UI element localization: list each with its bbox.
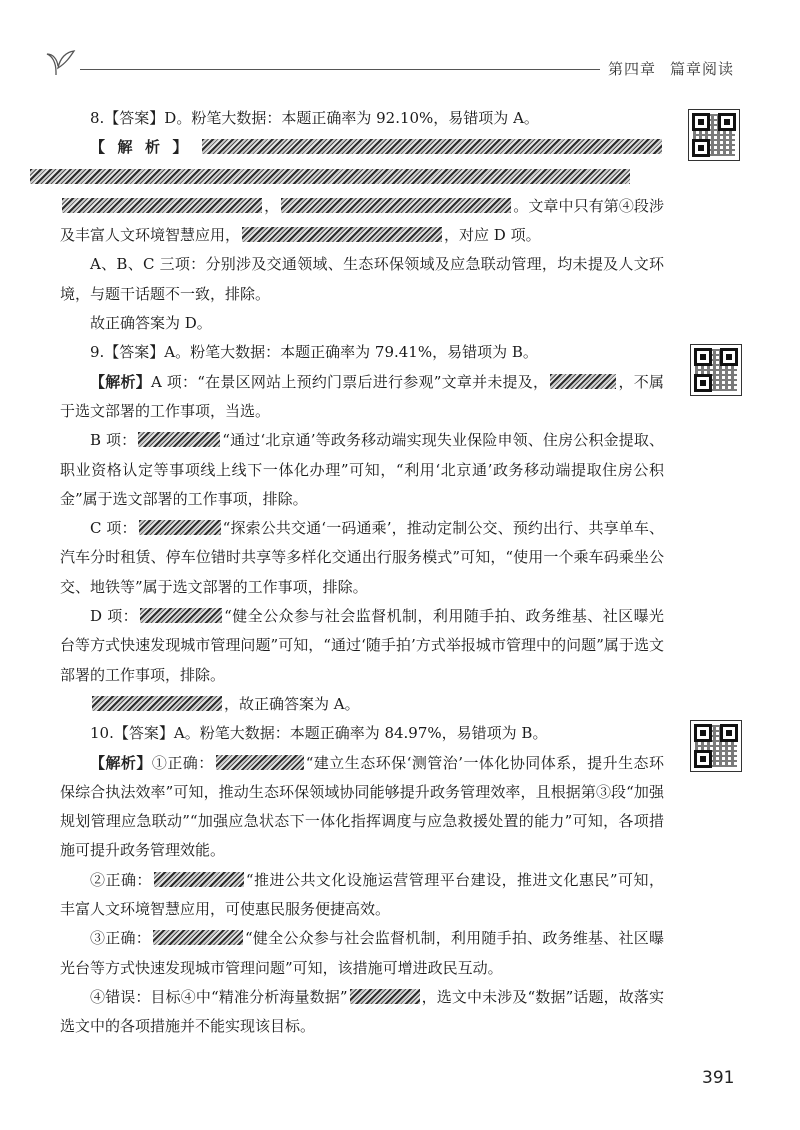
analysis-tag: 【解析】	[90, 753, 152, 772]
section-name: 篇章阅读	[670, 60, 735, 78]
chapter-title	[608, 58, 748, 79]
q8-conclusion: 故正确答案为 D。	[90, 314, 212, 333]
redacted-block	[350, 989, 420, 1004]
redacted-block	[550, 374, 616, 389]
q10-analysis-2: ②正确： “推进公共文化设施运营管理平台建设，推进文化惠民”可知，丰富人文环境智慧应用，可使惠民服务便捷高效。	[60, 870, 664, 919]
redacted-block	[154, 872, 244, 887]
q8-options-note: A、B、C 三项：分别涉及交通领域、生态环保领域及应急联动管理，均未提及人文环境，与题干话题不一致，排除。	[60, 255, 664, 303]
redacted-block	[216, 755, 304, 770]
redacted-block	[92, 696, 222, 711]
q9-analysis-a	[60, 368, 664, 427]
analysis-tag: 【解析】	[90, 372, 151, 391]
q9-conclusion: ，故正确答案为 A。	[60, 690, 664, 719]
redacted-block	[281, 198, 511, 213]
q9-option-b: B 项： “通过‘北京通’等政务移动端实现失业保险申领、住房公积金提取、职业资格认定等事项线上线下一体化办理”可知，“利用‘北京通’政务移动端提取住房公积金”属于选文部署的工作事项，排除。	[60, 431, 664, 508]
redacted-block	[138, 432, 220, 447]
q10-analysis-3: ③正确： “健全公众参与社会监督机制，利用随手拍、政务维基、社区曝光台等方式快速发现城市管理问题”可知，该措施可增进政民互动。	[60, 929, 664, 977]
analysis-tag: 【解析】	[90, 138, 200, 157]
redacted-block	[62, 198, 262, 213]
redacted-block	[202, 139, 662, 154]
q10-analysis-4: ④错误：目标④中“精准分析海量数据” ，选文中未涉及“数据”话题，故落实选文中的各项措施并不能实现该目标。	[60, 987, 664, 1036]
q8-text-b: ，	[264, 196, 280, 215]
q9-answer: 9.【答案】A。粉笔大数据：本题正确率为 79.41%，易错项为 B。	[90, 343, 538, 362]
chapter-number: 第四章	[608, 60, 657, 78]
qr-code-q8	[688, 109, 740, 161]
q10-analysis-1: 【解析】①正确： “建立生态环保‘测管治’一体化协同体系，提升生态环保综合执法效率”可知，推动生态环保领域协同能够提升政务管理效率，且根据第③段“加强规划管理应急联动”“加强应急状态下一体化指挥调度与应急救援处置的能力”可知，各项措施可提升政务管理效能。	[60, 753, 664, 860]
q9-option-c: C 项： “探索公共交通‘一码通乘’，推动定制公交、预约出行、共享单车、汽车分时租赁、停车位错时共享等多样化交通出行服务模式”可知，“使用一个乘车码乘坐公交、地铁等”属于选文部署的工作事项，排除。	[60, 519, 664, 596]
q10-answer: 10.【答案】A。粉笔大数据：本题正确率为 84.97%，易错项为 B。	[90, 724, 548, 743]
q8-answer: 8.【答案】D。粉笔大数据：本题正确率为 92.10%，易错项为 A。	[90, 109, 539, 127]
leaf-icon	[44, 46, 80, 76]
page-header	[0, 46, 800, 86]
page-number: 391	[702, 1068, 735, 1088]
q9-option-d: D 项： “健全公众参与社会监督机制，利用随手拍、政务维基、社区曝光台等方式快速发现城市管理问题”可知，“通过‘随手拍’方式举报城市管理中的问题”属于选文部署的工作事项，排除。	[60, 607, 665, 684]
q9-text-b: ，不属于选文部署的工作事项，当选。	[60, 372, 664, 420]
qr-code-q9	[690, 344, 742, 396]
redacted-block	[140, 608, 222, 623]
header-rule	[80, 69, 600, 70]
q8-text-c: 。文章中只有第④段涉及丰富人文环境智慧应用，	[60, 196, 664, 245]
q8-analysis	[60, 133, 664, 250]
q8-text-d: ，对应 D 项。	[444, 226, 541, 245]
redacted-block	[30, 169, 630, 184]
qr-code-q10	[690, 720, 742, 772]
redacted-block	[139, 520, 221, 535]
answer-explanations	[60, 104, 664, 1042]
q9-text-a: A 项：“在景区网站上预约门票后进行参观”文章并未提及，	[150, 372, 549, 391]
redacted-block	[153, 930, 243, 945]
redacted-block	[242, 227, 442, 242]
